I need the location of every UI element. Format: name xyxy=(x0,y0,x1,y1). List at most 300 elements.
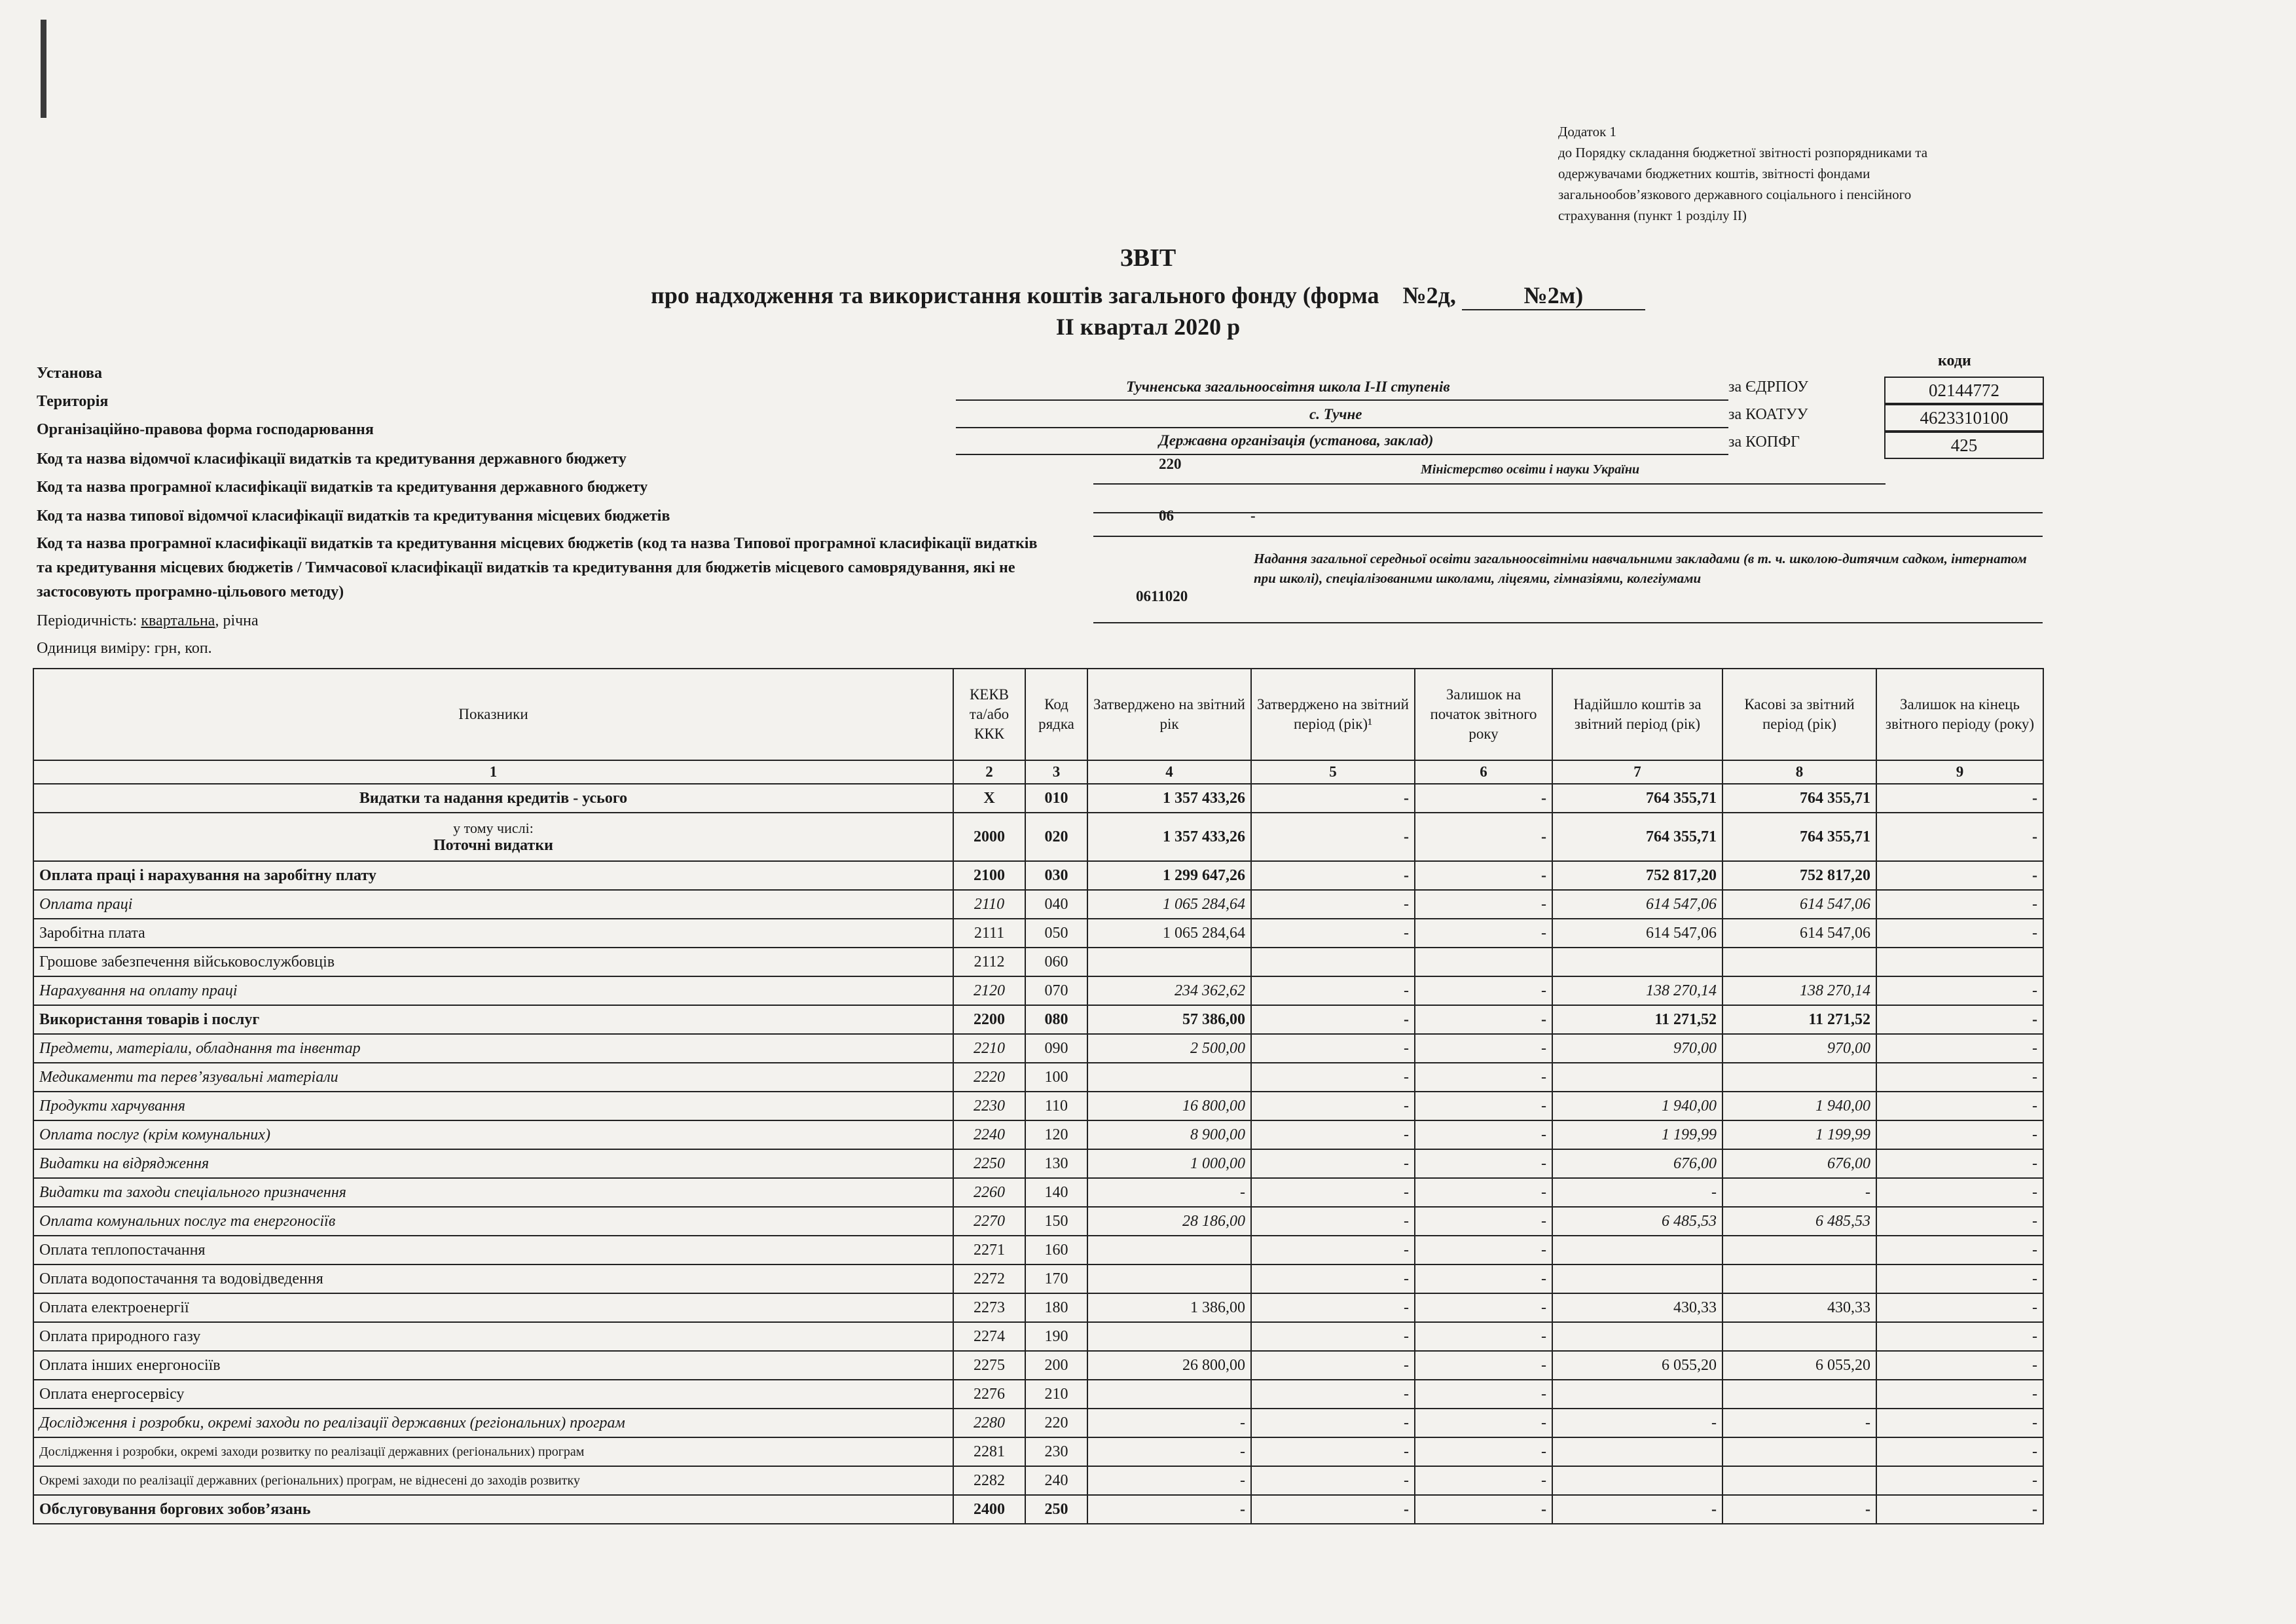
row-kekv: 2210 xyxy=(953,1034,1025,1063)
row-value-c9: - xyxy=(1876,1351,2043,1380)
row-value-c5: - xyxy=(1251,890,1415,919)
header-received: Надійшло коштів за звітний період (рік) xyxy=(1552,669,1722,760)
periodicity-rest: , річна xyxy=(215,612,259,629)
table-row xyxy=(33,1120,2043,1149)
table-row xyxy=(33,1495,2043,1524)
koatuu-code: 4623310100 xyxy=(1884,404,2044,432)
row-value-c5: - xyxy=(1251,1207,1415,1236)
row-value-c6: - xyxy=(1415,1437,1552,1466)
row-kekv: 2260 xyxy=(953,1178,1025,1207)
table-row xyxy=(33,1207,2043,1236)
row-value-c5: - xyxy=(1251,1409,1415,1437)
periodicity-selected: квартальна xyxy=(141,612,215,629)
row-value-c5: - xyxy=(1251,1293,1415,1322)
row-value-c9: - xyxy=(1876,1293,2043,1322)
row-value-c4: 1 065 284,64 xyxy=(1087,919,1251,948)
row-value-c6: - xyxy=(1415,1092,1552,1120)
row-value-c8 xyxy=(1722,1380,1876,1409)
row-value-c6: - xyxy=(1415,1264,1552,1293)
row-value-c9: - xyxy=(1876,1149,2043,1178)
col-num: 8 xyxy=(1722,760,1876,784)
row-value-c8: - xyxy=(1722,1495,1876,1524)
row-value-c4: 28 186,00 xyxy=(1087,1207,1251,1236)
row-value-c5: - xyxy=(1251,1380,1415,1409)
row-value-c9: - xyxy=(1876,1380,2043,1409)
row-code: 090 xyxy=(1025,1034,1087,1063)
row-value-c5: - xyxy=(1251,1351,1415,1380)
table-row xyxy=(33,890,2043,919)
row-code: 150 xyxy=(1025,1207,1087,1236)
row-value-c4: 1 000,00 xyxy=(1087,1149,1251,1178)
row-kekv: 2000 xyxy=(953,813,1025,861)
dept-name-value: Міністерство освіти і науки України xyxy=(1421,462,1640,477)
row-value-c6: - xyxy=(1415,1322,1552,1351)
row-value-c5: - xyxy=(1251,1466,1415,1495)
col-num: 9 xyxy=(1876,760,2043,784)
row-code: 240 xyxy=(1025,1466,1087,1495)
header-balance-end: Залишок на кінець звітного періоду (року) xyxy=(1876,669,2043,760)
row-value-c9: - xyxy=(1876,890,2043,919)
row-value-c8: 614 547,06 xyxy=(1722,890,1876,919)
header-kekv: КЕКВ та/або ККК xyxy=(953,669,1025,760)
table-row xyxy=(33,861,2043,890)
row-value-c7 xyxy=(1552,1380,1722,1409)
row-value-c9: - xyxy=(1876,813,2043,861)
header-approved-period: Затверджено на звітний період (рік)¹ xyxy=(1251,669,1415,760)
row-value-c4 xyxy=(1087,1322,1251,1351)
row-name: Оплата водопостачання та водовідведення xyxy=(33,1264,953,1293)
row-name: Нарахування на оплату праці xyxy=(33,976,953,1005)
row-kekv: 2273 xyxy=(953,1293,1025,1322)
row-value-c4: - xyxy=(1087,1495,1251,1524)
row-value-c6: - xyxy=(1415,1236,1552,1264)
row-value-c9: - xyxy=(1876,1264,2043,1293)
row-value-c6: - xyxy=(1415,1120,1552,1149)
annex-line: загальнообов’язкового державного соціального і пенсійного xyxy=(1558,187,1912,202)
table-row xyxy=(33,1005,2043,1034)
row-value-c4 xyxy=(1087,948,1251,976)
row-code: 230 xyxy=(1025,1437,1087,1466)
row-value-c6: - xyxy=(1415,1351,1552,1380)
row-kekv: 2200 xyxy=(953,1005,1025,1034)
row-value-c8 xyxy=(1722,948,1876,976)
row-value-c8 xyxy=(1722,1236,1876,1264)
edrpou-code: 02144772 xyxy=(1884,377,2044,404)
periodicity-prefix: Періодичність: xyxy=(37,612,141,629)
row-value-c8: 430,33 xyxy=(1722,1293,1876,1322)
row-value-c5: - xyxy=(1251,1495,1415,1524)
table-row xyxy=(33,813,2043,861)
local-program-name-value: Надання загальної середньої освіти загальноосвітніми навчальними закладами (в т. ч. школою-дитячим садком, інтернатом при школі), спеціалізованими школами, ліцеями, гімназіями, колегіумами xyxy=(1254,551,2027,586)
label-local-program-code: Код та назва програмної класифікації видатків та кредитування місцевих бюджетів (код та назва Типової програмної класифікації видатків та кредитування місцевих бюджетів / Тимчасової класифікації видатків та кредитування для бюджетів місцевого самоврядування, які не застосовують програмно-цільового методу) xyxy=(37,535,1038,600)
row-name: Обслуговування боргових зобов’язань xyxy=(33,1495,953,1524)
row-value-c4 xyxy=(1087,1063,1251,1092)
row-code: 080 xyxy=(1025,1005,1087,1034)
row-value-c5: - xyxy=(1251,1120,1415,1149)
row-value-c4: 234 362,62 xyxy=(1087,976,1251,1005)
row-value-c9: - xyxy=(1876,1437,2043,1466)
row-value-c7 xyxy=(1552,1437,1722,1466)
local-dept-code-value: 06 xyxy=(1159,507,1174,524)
row-kekv: 2282 xyxy=(953,1466,1025,1495)
label-territory: Територія xyxy=(37,393,109,410)
row-value-c5: - xyxy=(1251,1149,1415,1178)
row-kekv: 2271 xyxy=(953,1236,1025,1264)
row-value-c9: - xyxy=(1876,1005,2043,1034)
row-value-c7: - xyxy=(1552,1409,1722,1437)
row-value-c5: - xyxy=(1251,1034,1415,1063)
row-value-c7: 11 271,52 xyxy=(1552,1005,1722,1034)
row-name: Оплата послуг (крім комунальних) xyxy=(33,1120,953,1149)
row-value-c9: - xyxy=(1876,1236,2043,1264)
row-code: 120 xyxy=(1025,1120,1087,1149)
local-dept-line xyxy=(1093,536,2043,537)
row-name: Оплата інших енергоносіїв xyxy=(33,1351,953,1380)
table-row xyxy=(33,1409,2043,1437)
row-name: Грошове забезпечення військовослужбовців xyxy=(33,948,953,976)
row-value-c7: 6 055,20 xyxy=(1552,1351,1722,1380)
row-value-c4: 26 800,00 xyxy=(1087,1351,1251,1380)
row-value-c9: - xyxy=(1876,1495,2043,1524)
row-value-c9: - xyxy=(1876,1178,2043,1207)
row-value-c5: - xyxy=(1251,813,1415,861)
row-kekv: 2270 xyxy=(953,1207,1025,1236)
row-value-c5: - xyxy=(1251,784,1415,813)
row-code: 010 xyxy=(1025,784,1087,813)
label-dept-code: Код та назва відомчої класифікації видатків та кредитування державного бюджету xyxy=(37,451,627,468)
row-value-c9: - xyxy=(1876,1466,2043,1495)
row-name: Дослідження і розробки, окремі заходи розвитку по реалізації державних (регіональних) програм xyxy=(33,1437,953,1466)
row-value-c9: - xyxy=(1876,1322,2043,1351)
row-value-c6: - xyxy=(1415,1409,1552,1437)
col-num: 5 xyxy=(1251,760,1415,784)
row-value-c7: 1 199,99 xyxy=(1552,1120,1722,1149)
row-code: 170 xyxy=(1025,1264,1087,1293)
row-value-c7: 6 485,53 xyxy=(1552,1207,1722,1236)
row-kekv: 2120 xyxy=(953,976,1025,1005)
table-row xyxy=(33,1437,2043,1466)
row-code: 190 xyxy=(1025,1322,1087,1351)
row-value-c7: 430,33 xyxy=(1552,1293,1722,1322)
row-value-c4: 1 065 284,64 xyxy=(1087,890,1251,919)
row-kekv: 2281 xyxy=(953,1437,1025,1466)
row-value-c7 xyxy=(1552,1236,1722,1264)
col-num: 7 xyxy=(1552,760,1722,784)
row-value-c9: - xyxy=(1876,1409,2043,1437)
row-value-c9: - xyxy=(1876,1034,2043,1063)
row-value-c4: - xyxy=(1087,1409,1251,1437)
row-value-c8: 676,00 xyxy=(1722,1149,1876,1178)
row-value-c9 xyxy=(1876,948,2043,976)
row-value-c4: 2 500,00 xyxy=(1087,1034,1251,1063)
table-row xyxy=(33,1380,2043,1409)
row-value-c4: 1 299 647,26 xyxy=(1087,861,1251,890)
annex-line: Додаток 1 xyxy=(1558,124,1617,139)
kopfg-label: за КОПФГ xyxy=(1728,434,1800,451)
row-value-c8: - xyxy=(1722,1409,1876,1437)
row-value-c6: - xyxy=(1415,784,1552,813)
dept-code-value: 220 xyxy=(1159,456,1182,472)
row-kekv: 2220 xyxy=(953,1063,1025,1092)
row-name: Оплата електроенергії xyxy=(33,1293,953,1322)
form-2m: №2м) xyxy=(1462,282,1645,310)
row-name: Заробітна плата xyxy=(33,919,953,948)
table-header-row xyxy=(33,669,2043,760)
local-program-code-value: 0611020 xyxy=(1136,588,1188,604)
table-row xyxy=(33,1322,2043,1351)
row-code: 050 xyxy=(1025,919,1087,948)
row-value-c8 xyxy=(1722,1437,1876,1466)
row-code: 180 xyxy=(1025,1293,1087,1322)
row-value-c8: 6 485,53 xyxy=(1722,1207,1876,1236)
row-name: Оплата праці і нарахування на заробітну плату xyxy=(33,861,953,890)
row-name: Оплата праці xyxy=(33,890,953,919)
row-name: Предмети, матеріали, обладнання та інвентар xyxy=(33,1034,953,1063)
row-name: Дослідження і розробки, окремі заходи по реалізації державних (регіональних) програм xyxy=(33,1409,953,1437)
row-name: Використання товарів і послуг xyxy=(33,1005,953,1034)
row-value-c5: - xyxy=(1251,1437,1415,1466)
row-code: 070 xyxy=(1025,976,1087,1005)
row-name-text: Поточні видатки xyxy=(433,836,553,854)
row-value-c6: - xyxy=(1415,1466,1552,1495)
report-title: ЗВІТ xyxy=(1120,244,1176,272)
row-value-c6: - xyxy=(1415,1063,1552,1092)
table-body xyxy=(33,784,2043,1524)
row-code: 060 xyxy=(1025,948,1087,976)
table-row xyxy=(33,1178,2043,1207)
table-row xyxy=(33,1063,2043,1092)
local-program-line xyxy=(1093,622,2043,623)
table-row xyxy=(33,1293,2043,1322)
row-value-c7 xyxy=(1552,1063,1722,1092)
row-kekv: 2276 xyxy=(953,1380,1025,1409)
row-value-c5: - xyxy=(1251,919,1415,948)
row-value-c6 xyxy=(1415,948,1552,976)
row-value-c5: - xyxy=(1251,1264,1415,1293)
header-row-code: Код рядка xyxy=(1025,669,1087,760)
row-value-c8: 764 355,71 xyxy=(1722,784,1876,813)
row-value-c5: - xyxy=(1251,1063,1415,1092)
row-value-c6: - xyxy=(1415,1495,1552,1524)
table-row xyxy=(33,948,2043,976)
row-code: 020 xyxy=(1025,813,1087,861)
label-institution: Установа xyxy=(37,365,102,382)
row-value-c7 xyxy=(1552,1466,1722,1495)
header-approved-year: Затверджено на звітний рік xyxy=(1087,669,1251,760)
row-code: 200 xyxy=(1025,1351,1087,1380)
koatuu-label: за КОАТУУ xyxy=(1728,406,1808,423)
row-kekv: X xyxy=(953,784,1025,813)
table-row xyxy=(33,784,2043,813)
row-value-c7: - xyxy=(1552,1178,1722,1207)
row-value-c7 xyxy=(1552,1322,1722,1351)
row-value-c9: - xyxy=(1876,784,2043,813)
row-name: Медикаменти та перев’язувальні матеріали xyxy=(33,1063,953,1092)
row-value-c7: 138 270,14 xyxy=(1552,976,1722,1005)
row-value-c8 xyxy=(1722,1466,1876,1495)
row-value-c4: - xyxy=(1087,1466,1251,1495)
row-value-c6: - xyxy=(1415,919,1552,948)
row-code: 100 xyxy=(1025,1063,1087,1092)
row-code: 210 xyxy=(1025,1380,1087,1409)
row-kekv: 2112 xyxy=(953,948,1025,976)
row-value-c4: 16 800,00 xyxy=(1087,1092,1251,1120)
program-code-line xyxy=(1093,512,2043,513)
row-code: 030 xyxy=(1025,861,1087,890)
org-form-line xyxy=(956,454,1728,455)
row-value-c6: - xyxy=(1415,1380,1552,1409)
row-value-c8: 614 547,06 xyxy=(1722,919,1876,948)
row-value-c6: - xyxy=(1415,1005,1552,1034)
row-value-c5: - xyxy=(1251,1236,1415,1264)
col-num: 1 xyxy=(33,760,953,784)
table-row xyxy=(33,1264,2043,1293)
table-row xyxy=(33,1466,2043,1495)
report-subtitle xyxy=(0,282,2296,310)
dept-code-line xyxy=(1093,483,1886,485)
territory-value: с. Тучне xyxy=(1309,406,1362,422)
row-kekv: 2274 xyxy=(953,1322,1025,1351)
table-row xyxy=(33,1351,2043,1380)
row-value-c8: 970,00 xyxy=(1722,1034,1876,1063)
report-period: II квартал 2020 р xyxy=(1055,314,1241,340)
row-name: Оплата енергосервісу xyxy=(33,1380,953,1409)
row-value-c7: 764 355,71 xyxy=(1552,784,1722,813)
annex-line: страхування (пункт 1 розділу II) xyxy=(1558,208,1747,223)
row-name: Видатки та надання кредитів - усього xyxy=(33,784,953,813)
col-num: 2 xyxy=(953,760,1025,784)
row-kekv: 2250 xyxy=(953,1149,1025,1178)
col-num: 3 xyxy=(1025,760,1087,784)
table-row xyxy=(33,1092,2043,1120)
form-2d: №2д, xyxy=(1402,282,1456,308)
row-kekv: 2272 xyxy=(953,1264,1025,1293)
institution-line xyxy=(956,399,1728,401)
row-kekv: 2111 xyxy=(953,919,1025,948)
row-value-c9: - xyxy=(1876,976,2043,1005)
row-value-c8: 752 817,20 xyxy=(1722,861,1876,890)
label-program-code: Код та назва програмної класифікації видатків та кредитування державного бюджету xyxy=(37,479,648,496)
row-value-c9: - xyxy=(1876,861,2043,890)
row-value-c8: 1 940,00 xyxy=(1722,1092,1876,1120)
header-indicators: Показники xyxy=(33,669,953,760)
row-value-c7 xyxy=(1552,1264,1722,1293)
row-value-c8: 764 355,71 xyxy=(1722,813,1876,861)
row-code: 140 xyxy=(1025,1178,1087,1207)
row-kekv: 2400 xyxy=(953,1495,1025,1524)
row-value-c9: - xyxy=(1876,1063,2043,1092)
row-value-c7: - xyxy=(1552,1495,1722,1524)
report-table xyxy=(33,668,2044,1524)
row-name: Продукти харчування xyxy=(33,1092,953,1120)
row-name: Видатки на відрядження xyxy=(33,1149,953,1178)
binding-mark xyxy=(41,20,46,118)
table-row xyxy=(33,1149,2043,1178)
row-value-c7: 970,00 xyxy=(1552,1034,1722,1063)
label-org-form: Організаційно-правова форма господарювання xyxy=(37,421,374,438)
territory-line xyxy=(956,427,1728,428)
local-dept-name-value: - xyxy=(1250,507,1256,524)
row-value-c9: - xyxy=(1876,919,2043,948)
org-form-value: Державна організація (установа, заклад) xyxy=(1159,432,1434,449)
row-code: 110 xyxy=(1025,1092,1087,1120)
col-num: 4 xyxy=(1087,760,1251,784)
row-value-c7: 614 547,06 xyxy=(1552,890,1722,919)
row-value-c9: - xyxy=(1876,1092,2043,1120)
table-row xyxy=(33,1034,2043,1063)
annex-line: одержувачами бюджетних коштів, звітності фондами xyxy=(1558,166,1870,181)
row-value-c4: - xyxy=(1087,1437,1251,1466)
row-value-c7: 1 940,00 xyxy=(1552,1092,1722,1120)
row-value-c5 xyxy=(1251,948,1415,976)
row-value-c9: - xyxy=(1876,1207,2043,1236)
row-value-c9: - xyxy=(1876,1120,2043,1149)
annex-line: до Порядку складання бюджетної звітності розпорядниками та xyxy=(1558,145,1928,160)
row-value-c8 xyxy=(1722,1264,1876,1293)
column-number-row xyxy=(33,760,2043,784)
label-local-dept-code: Код та назва типової відомчої класифікації видатків та кредитування місцевих бюджетів xyxy=(37,507,670,525)
table-row xyxy=(33,919,2043,948)
row-kekv: 2280 xyxy=(953,1409,1025,1437)
row-name: Видатки та заходи спеціального призначення xyxy=(33,1178,953,1207)
row-value-c8 xyxy=(1722,1322,1876,1351)
row-value-c5: - xyxy=(1251,1092,1415,1120)
col-num: 6 xyxy=(1415,760,1552,784)
row-value-c8: 138 270,14 xyxy=(1722,976,1876,1005)
institution-value: Тучненська загальноосвітня школа І-ІІ ступенів xyxy=(1126,378,1450,395)
header-balance-start: Залишок на початок звітного року xyxy=(1415,669,1552,760)
row-value-c6: - xyxy=(1415,1149,1552,1178)
row-value-c7: 676,00 xyxy=(1552,1149,1722,1178)
row-value-c8 xyxy=(1722,1063,1876,1092)
row-name: Оплата природного газу xyxy=(33,1322,953,1351)
row-value-c4: 1 357 433,26 xyxy=(1087,784,1251,813)
row-value-c4: 57 386,00 xyxy=(1087,1005,1251,1034)
row-value-c7: 764 355,71 xyxy=(1552,813,1722,861)
row-value-c4: 1 386,00 xyxy=(1087,1293,1251,1322)
row-value-c4: 1 357 433,26 xyxy=(1087,813,1251,861)
row-name xyxy=(33,813,953,861)
row-name: Оплата комунальних послуг та енергоносіїв xyxy=(33,1207,953,1236)
label-unit: Одиниця виміру: грн, коп. xyxy=(37,640,212,657)
row-name: Оплата теплопостачання xyxy=(33,1236,953,1264)
header-cash: Касові за звітний період (рік) xyxy=(1722,669,1876,760)
row-value-c6: - xyxy=(1415,813,1552,861)
row-value-c4: 8 900,00 xyxy=(1087,1120,1251,1149)
table-row xyxy=(33,1236,2043,1264)
row-value-c5: - xyxy=(1251,1322,1415,1351)
row-value-c7: 614 547,06 xyxy=(1552,919,1722,948)
label-periodicity xyxy=(37,612,259,630)
row-code: 160 xyxy=(1025,1236,1087,1264)
row-value-c6: - xyxy=(1415,1293,1552,1322)
row-value-c6: - xyxy=(1415,890,1552,919)
row-kekv: 2230 xyxy=(953,1092,1025,1120)
row-code: 130 xyxy=(1025,1149,1087,1178)
row-value-c5: - xyxy=(1251,861,1415,890)
kopfg-code: 425 xyxy=(1884,432,2044,459)
row-code: 040 xyxy=(1025,890,1087,919)
row-value-c7: 752 817,20 xyxy=(1552,861,1722,890)
row-value-c5: - xyxy=(1251,1005,1415,1034)
row-name: Окремі заходи по реалізації державних (регіональних) програм, не віднесені до заходів розвитку xyxy=(33,1466,953,1495)
edrpou-label: за ЄДРПОУ xyxy=(1728,378,1809,396)
row-value-c4 xyxy=(1087,1236,1251,1264)
row-value-c4 xyxy=(1087,1264,1251,1293)
row-kekv: 2275 xyxy=(953,1351,1025,1380)
row-value-c6: - xyxy=(1415,1034,1552,1063)
codes-heading: коди xyxy=(1938,352,1971,369)
